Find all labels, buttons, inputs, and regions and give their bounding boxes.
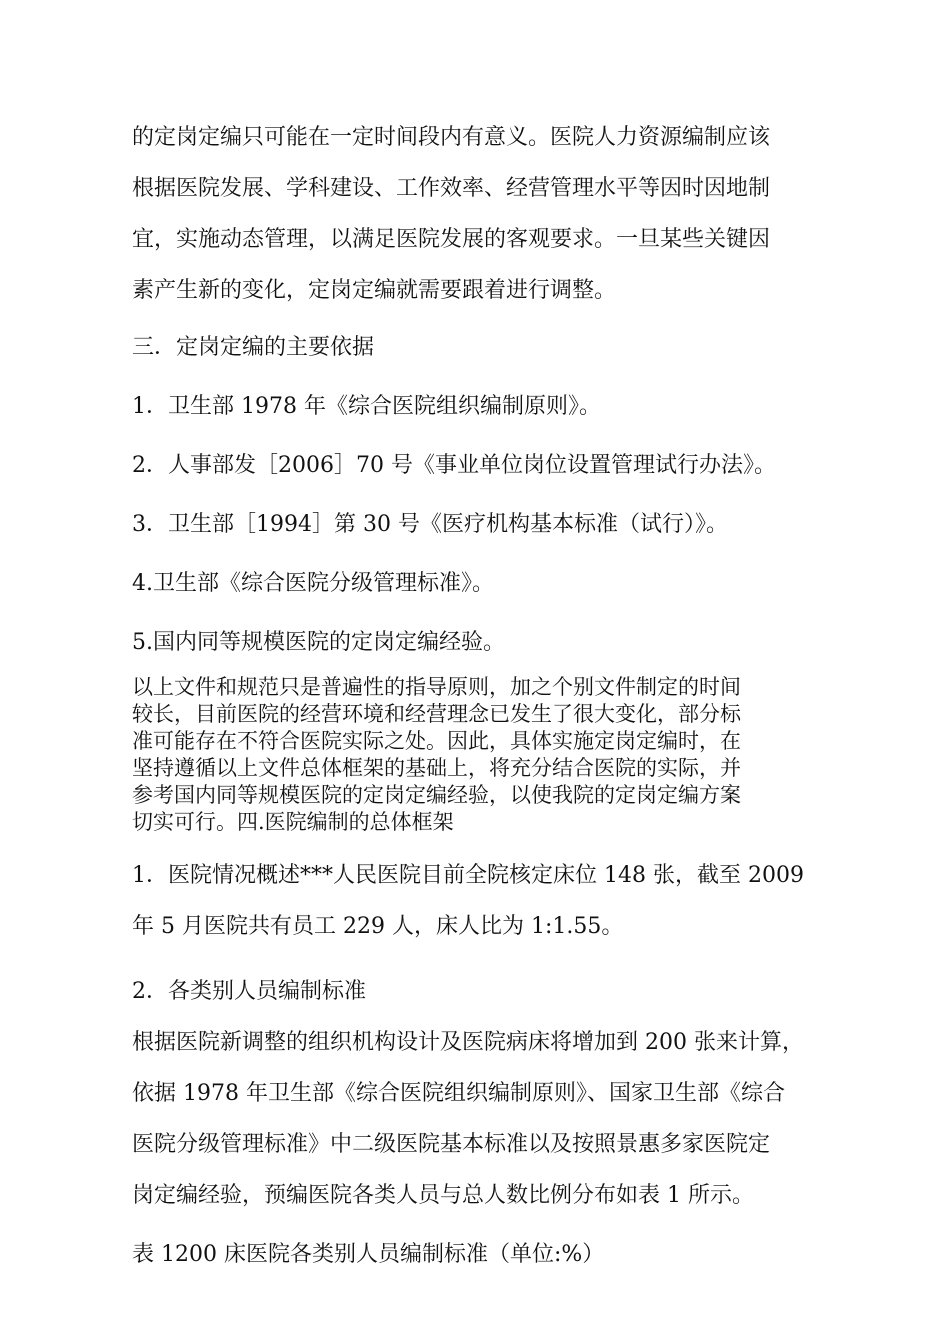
intro-paragraph [132, 112, 832, 316]
text-line: 以上文件和规范只是普遍性的指导原则，加之个别文件制定的时间 [132, 675, 741, 699]
list-item: 1．卫生部 1978 年《综合医院组织编制原则》。 [132, 394, 601, 419]
text-line: 根据医院新调整的组织机构设计及医院病床将增加到 200 张来计算， [132, 1030, 804, 1055]
text-line: 较长，目前医院的经营环境和经营理念已发生了很大变化，部分标 [132, 702, 741, 726]
text-line: 参考国内同等规模医院的定岗定编经验，以使我院的定岗定编方案 [132, 783, 741, 807]
text-line: 根据医院发展、学科建设、工作效率、经营管理水平等因时因地制 [132, 176, 771, 201]
table-caption: 表 1200 床医院各类别人员编制标准（单位:%） [132, 1242, 605, 1267]
list-item: 3．卫生部［1994］第 30 号《医疗机构基本标准（试行）》。 [132, 512, 728, 537]
text-line: 依据 1978 年卫生部《综合医院组织编制原则》、国家卫生部《综合 [132, 1081, 785, 1106]
text-line: 素产生新的变化，定岗定编就需要跟着进行调整。 [132, 278, 617, 303]
text-line: 坚持遵循以上文件总体框架的基础上，将充分结合医院的实际，并 [132, 756, 741, 780]
text-line: 宜，实施动态管理，以满足医院发展的客观要求。一旦某些关键因 [132, 227, 771, 252]
text-line: 准可能存在不符合医院实际之处。因此，具体实施定岗定编时，在 [132, 729, 741, 753]
basis-list [132, 381, 832, 668]
overview-paragraph [132, 850, 832, 952]
text-line: 切实可行。四.医院编制的总体框架 [132, 810, 454, 834]
explanation-paragraph [132, 674, 832, 836]
document-page [132, 112, 832, 1280]
standard-paragraph [132, 1017, 832, 1221]
list-item: 2．人事部发［2006］70 号《事业单位岗位设置管理试行办法》。 [132, 453, 776, 478]
text-line: 年 5 月医院共有员工 229 人，床人比为 1:1.55。 [132, 914, 624, 939]
subsection-heading: 2．各类别人员编制标准 [132, 979, 366, 1004]
text-line: 的定岗定编只可能在一定时间段内有意义。医院人力资源编制应该 [132, 125, 771, 150]
text-line: 1．医院情况概述***人民医院目前全院核定床位 148 张，截至 2009 [132, 863, 804, 888]
text-line: 医院分级管理标准》中二级医院基本标准以及按照景惠多家医院定 [132, 1132, 771, 1157]
section-heading: 三．定岗定编的主要依据 [132, 335, 375, 360]
list-item: 4.卫生部《综合医院分级管理标准》。 [132, 571, 494, 596]
list-item: 5.国内同等规模医院的定岗定编经验。 [132, 630, 505, 655]
text-line: 岗定编经验，预编医院各类人员与总人数比例分布如表 1 所示。 [132, 1183, 754, 1208]
